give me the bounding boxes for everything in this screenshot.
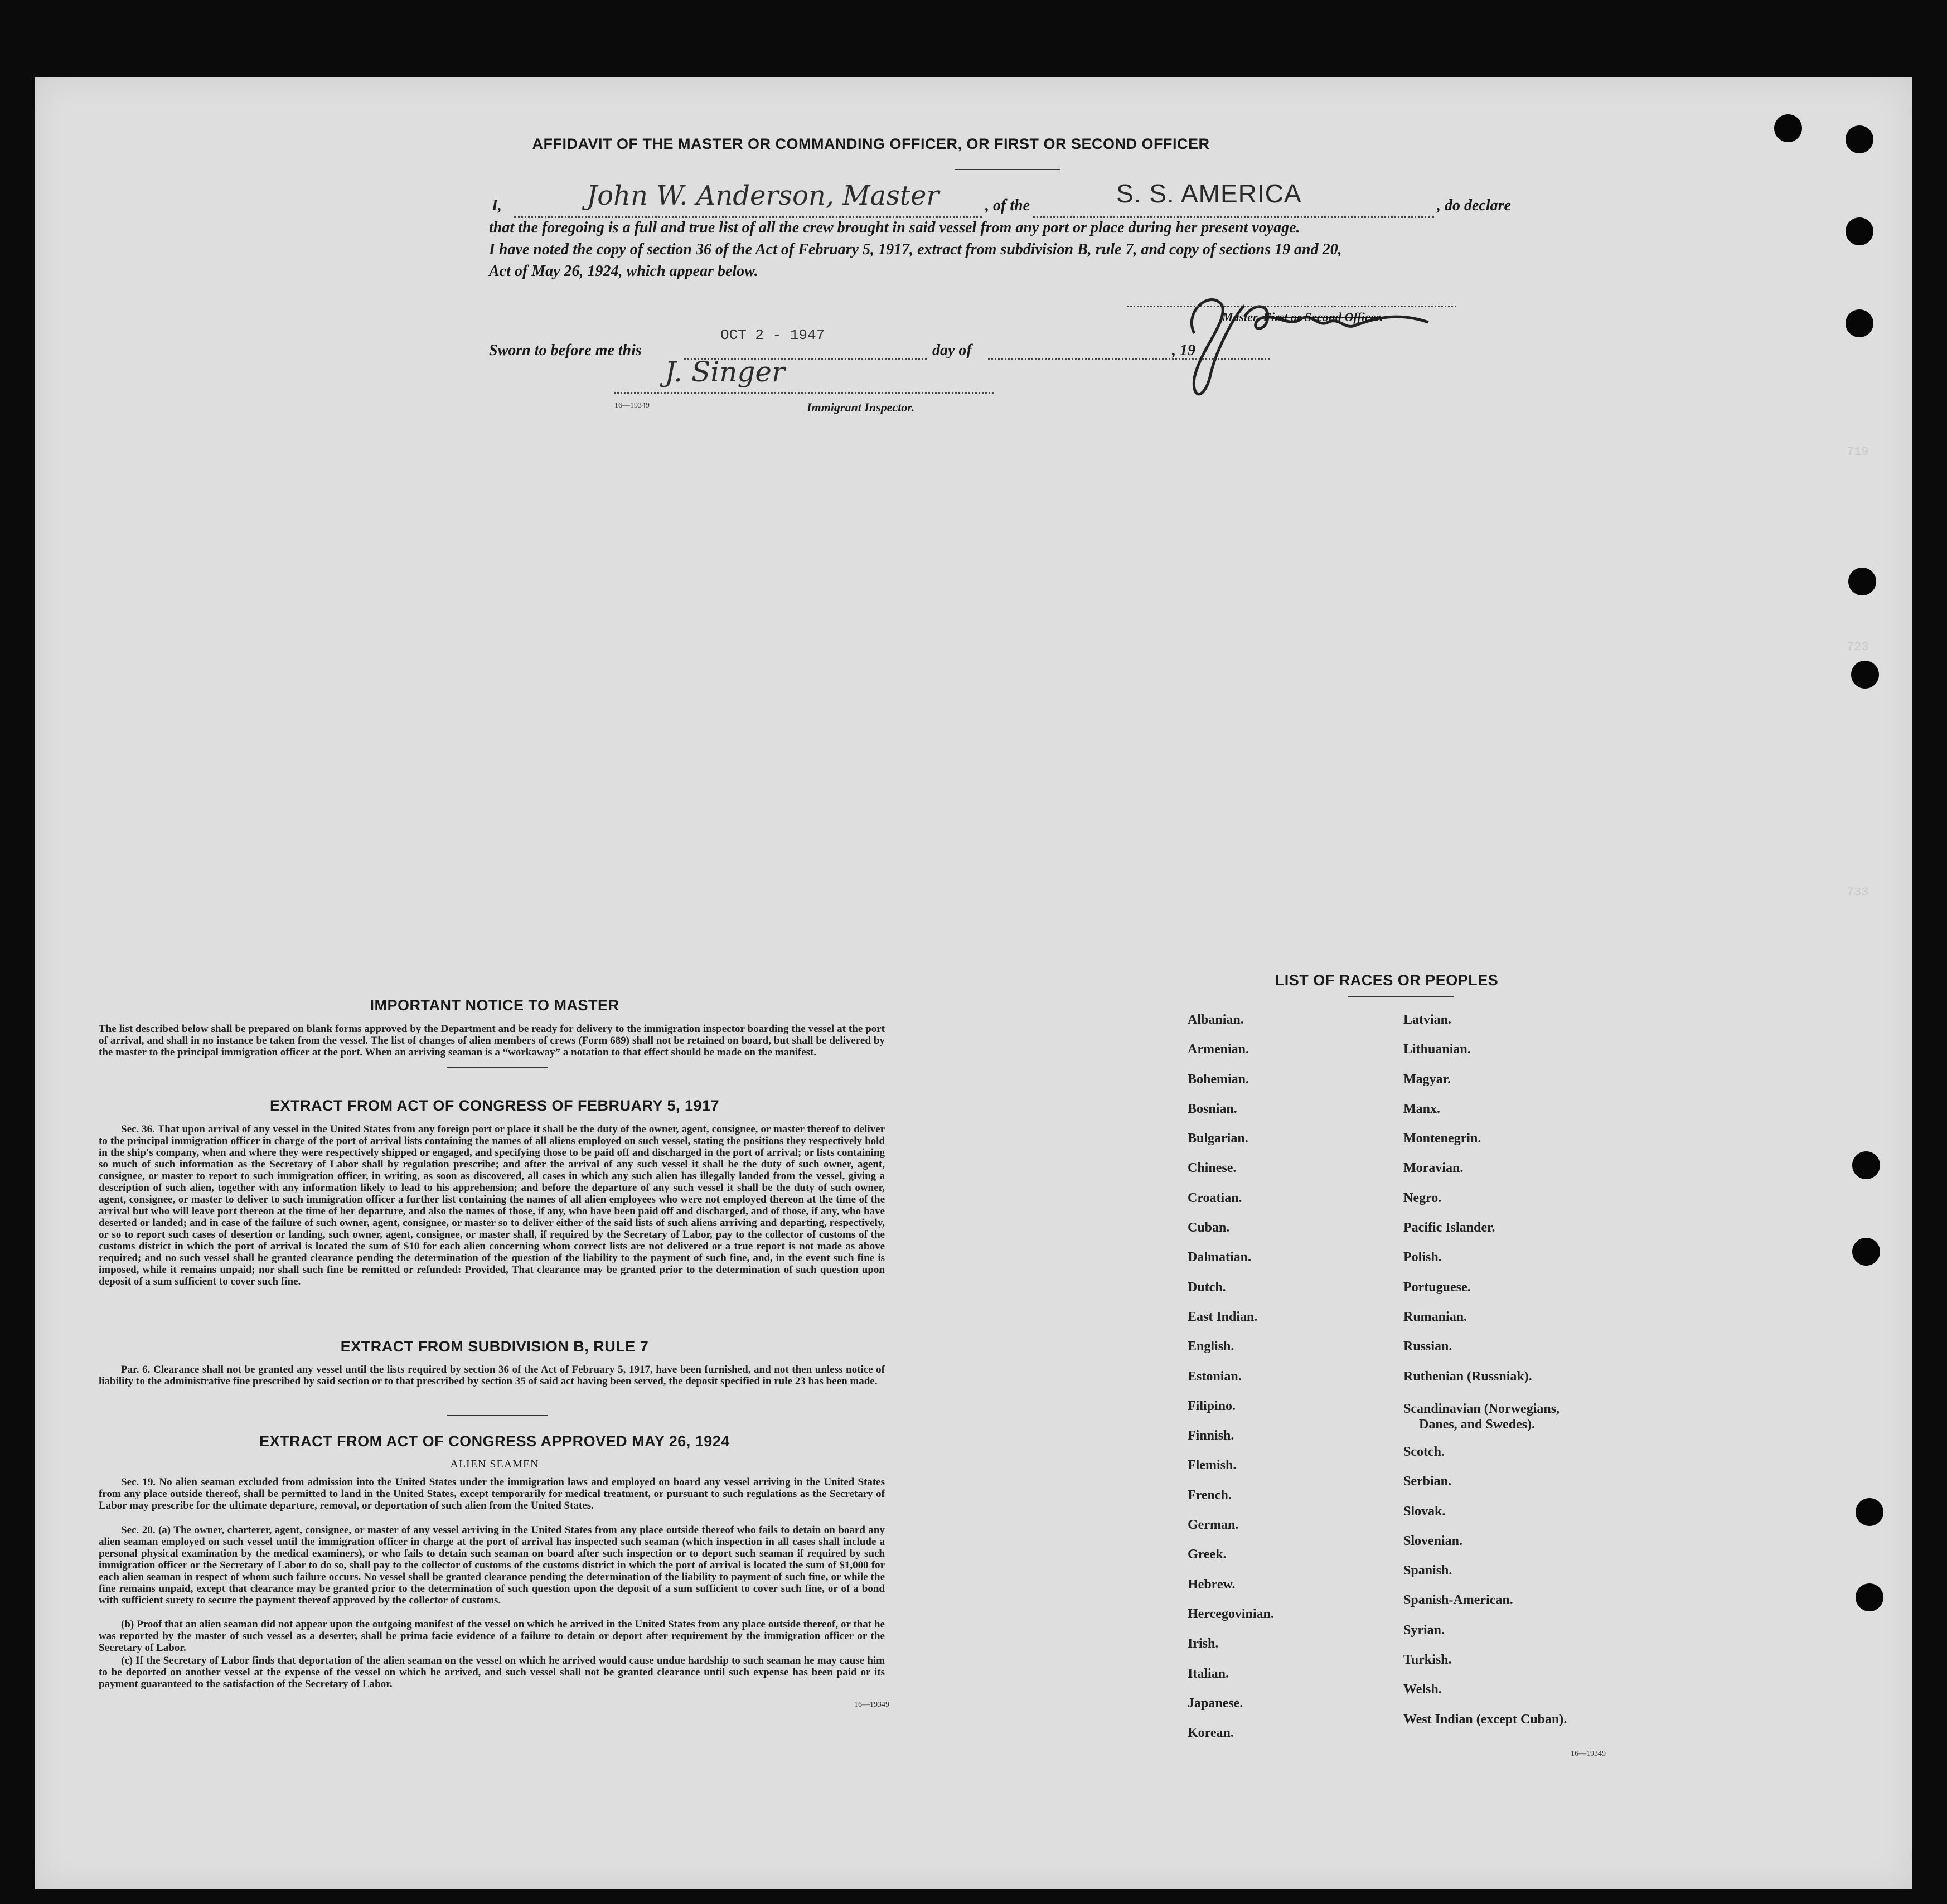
race-item: Negro. bbox=[1403, 1190, 1442, 1205]
section-divider bbox=[447, 1415, 548, 1416]
sec-19-text: Sec. 19. No alien seaman excluded from admission into the United States under the immigration laws and employed on board any vessel arriving in the United States from any place outside thereof, shall be permitted to land in the United States, except temporarily for medical treatment, or pursuant to such regulations as the Secretary of Labor may prescribe for the ultimate departure, removal, or deportation of such alien from the United States. bbox=[99, 1476, 885, 1511]
race-item: Lithuanian. bbox=[1403, 1042, 1471, 1057]
race-item: Dalmatian. bbox=[1188, 1250, 1251, 1265]
races-column-2b bbox=[1403, 1437, 1567, 1735]
extract-1917-text: Sec. 36. That upon arrival of any vessel in the United States from any foreign port or place it shall be the duty of the owner, agent, consignee, or master thereof to deliver to the principal immigration officer in charge of the port of arrival lists containing the names of all aliens employed on such vessel, stating the positions they respectively hold in the ship's company, when and where they were respectively shipped or engaged, and specifying those to be paid off and discharged in the port of arrival; or lists containing so much of such information as the Secretary of Labor shall by regulation prescribe; and after the arrival of any such vessel it shall be the duty of such owner, agent, consignee, or master to report to such immigration officer, in writing, as soon as discovered, all cases in which any such alien has illegally landed from the vessel, giving a description of such alien, together with any information likely to lead to his apprehension; and before the departure of any such vessel it shall be the duty of such owner, agent, consignee, or master to deliver to such immigration officer a further list containing the names of all alien employees who were not employed thereon at the time of the arrival but who will leave port thereon at the time of her departure, and also the names of those, if any, who have been paid off and discharged, and of those, if any, who have deserted or landed; and in case of the failure of such owner, agent, consignee, or master so to deliver either of the said lists of such aliens arriving and departing, respectively, or so to report such cases of desertion or landing, such owner, agent, consignee, or master shall, if required by the Secretary of Labor, pay to the collector of customs of the customs district in which the port of arrival is located the sum of $10 for each alien concerning whom correct lists are not delivered or a true report is not made as above required; and no such vessel shall be granted clearance pending the determination of the question of the liability to the payment of such fine, and, in the event such fine is imposed, while it remains unpaid; nor shall such fine be remitted or refunded: Provided, That clearance may be granted prior to the determination of such question upon deposit of a sum sufficient to cover such fine. bbox=[99, 1123, 885, 1287]
bleed-through-text: 723 bbox=[1847, 640, 1869, 654]
races-column-2a bbox=[1403, 1005, 1532, 1392]
race-item: Serbian. bbox=[1403, 1474, 1452, 1489]
subdivision-b-title: EXTRACT FROM SUBDIVISION B, RULE 7 bbox=[340, 1338, 649, 1355]
of-the-label: , of the bbox=[985, 197, 1030, 214]
binder-hole bbox=[1852, 1151, 1880, 1179]
binder-hole bbox=[1852, 1238, 1880, 1266]
race-item: Magyar. bbox=[1403, 1072, 1451, 1087]
bleed-through-text: 733 bbox=[1847, 885, 1869, 899]
vessel-name: S. S. AMERICA bbox=[1116, 179, 1302, 208]
bleed-through-text: 719 bbox=[1847, 445, 1869, 459]
section-divider bbox=[447, 1067, 548, 1068]
scandinavian-line-2: Danes, and Swedes). bbox=[1419, 1417, 1536, 1432]
race-item: German. bbox=[1188, 1518, 1239, 1533]
sworn-label: Sworn to before me this bbox=[489, 342, 642, 359]
form-number-races: 16—19349 bbox=[1571, 1750, 1606, 1758]
race-item: Portuguese. bbox=[1403, 1280, 1471, 1295]
scandinavian-line-1: Scandinavian (Norwegians, bbox=[1403, 1402, 1560, 1416]
races-divider bbox=[1348, 996, 1454, 997]
races-title: LIST OF RACES OR PEOPLES bbox=[1275, 972, 1499, 989]
extract-1924-title: EXTRACT FROM ACT OF CONGRESS APPROVED MAY 26, 1924 bbox=[259, 1433, 730, 1450]
master-caption bbox=[1222, 310, 1383, 324]
master-signature-line bbox=[1127, 306, 1456, 307]
races-scandinavian bbox=[1403, 1401, 1559, 1432]
do-declare-label: , do declare bbox=[1437, 197, 1511, 214]
race-item: Cuban. bbox=[1188, 1220, 1230, 1236]
extract-1917-title: EXTRACT FROM ACT OF CONGRESS OF FEBRUARY 5, 1917 bbox=[269, 1097, 720, 1114]
race-item: Japanese. bbox=[1188, 1695, 1243, 1711]
race-item: Montenegrin. bbox=[1403, 1131, 1481, 1146]
race-item: Polish. bbox=[1403, 1250, 1442, 1265]
notice-text: The list described below shall be prepared on blank forms approved by the Department and be ready for delivery to the immigration inspector boarding the vessel at the port of arrival, and shall in no instance be taken from the vessel. The list of changes of alien members of crews (Form 689) shall not be retained on board, but shall be delivered by the master to the principal immigration officer at the port. When an arriving seaman is a “workaway” a notation to that effect should be made on the manifest. bbox=[99, 1023, 885, 1058]
race-item: Flemish. bbox=[1188, 1458, 1237, 1473]
inspector-signature: J. Singer bbox=[665, 356, 785, 388]
binder-hole bbox=[1846, 217, 1873, 245]
binder-hole bbox=[1774, 114, 1802, 142]
document-page bbox=[35, 77, 1912, 1889]
subdivision-b-text: Par. 6. Clearance shall not be granted any vessel until the lists required by section 36 of the Act of February 5, 1917, have been furnished, and not then unless notice of liability to the administrative fine prescribed by said section or to that prescribed by section 35 of said act having been served, the deposit specified in rule 23 has been made. bbox=[99, 1364, 885, 1387]
binder-hole bbox=[1851, 661, 1879, 689]
notice-title: IMPORTANT NOTICE TO MASTER bbox=[370, 997, 619, 1014]
race-item: Syrian. bbox=[1403, 1622, 1445, 1637]
sworn-date-stamp: OCT 2 - 1947 bbox=[720, 327, 825, 343]
race-item: Finnish. bbox=[1188, 1428, 1234, 1443]
race-item: Rumanian. bbox=[1403, 1309, 1467, 1324]
race-item: Spanish-American. bbox=[1403, 1593, 1513, 1608]
affidavit-line-2: that the foregoing is a full and true list of all the crew brought in said vessel from any port or place during her present voyage. bbox=[489, 219, 1300, 236]
sworn-year-line bbox=[1214, 358, 1270, 360]
race-item: Ruthenian (Russniak). bbox=[1403, 1369, 1532, 1384]
race-item: Armenian. bbox=[1188, 1042, 1249, 1057]
race-item: Hercegovinian. bbox=[1188, 1606, 1274, 1621]
race-item: West Indian (except Cuban). bbox=[1403, 1712, 1567, 1727]
affidavit-line-3: I have noted the copy of section 36 of the Act of February 5, 1917, extract from subdivision B, rule 7, and copy of sections 19 and 20, bbox=[489, 241, 1342, 258]
binder-hole bbox=[1846, 309, 1873, 337]
race-item: Dutch. bbox=[1188, 1280, 1226, 1295]
race-item: Welsh. bbox=[1403, 1682, 1442, 1697]
race-item: Hebrew. bbox=[1188, 1577, 1236, 1592]
race-item: Korean. bbox=[1188, 1726, 1234, 1741]
race-item: Manx. bbox=[1403, 1101, 1440, 1116]
struck-caption-text: First or Second Officer. bbox=[1263, 310, 1383, 324]
master-name-handwriting: John W. Anderson, Master bbox=[587, 180, 939, 211]
binder-hole bbox=[1856, 1498, 1883, 1526]
day-of-label: day of bbox=[932, 342, 972, 359]
race-item: Bulgarian. bbox=[1188, 1131, 1248, 1146]
sec-20c-text: (c) If the Secretary of Labor finds that deportation of the alien seaman on the vessel on which he arrived would cause undue hardship to such seaman he may cause him to be deported on another vessel at the expense of the vessel on which he arrived, and such vessel shall not be granted clearance until such expense has been paid or its payment guaranteed to the satisfaction of the Secretary of Labor. bbox=[99, 1655, 885, 1690]
affidavit-i: I, bbox=[492, 197, 502, 214]
binder-hole bbox=[1846, 125, 1873, 153]
race-item: Filipino. bbox=[1188, 1398, 1236, 1413]
race-item: Estonian. bbox=[1188, 1369, 1242, 1384]
master-signature-scribble bbox=[1161, 267, 1451, 411]
race-item: Albanian. bbox=[1188, 1012, 1244, 1027]
race-item: Slovak. bbox=[1403, 1504, 1446, 1519]
race-item: Spanish. bbox=[1403, 1563, 1452, 1578]
race-item: Moravian. bbox=[1403, 1161, 1464, 1176]
race-item: Greek. bbox=[1188, 1547, 1227, 1562]
binder-hole bbox=[1856, 1583, 1883, 1611]
race-item: Chinese. bbox=[1188, 1161, 1237, 1176]
binder-hole bbox=[1848, 568, 1876, 595]
affidavit-title: AFFIDAVIT OF THE MASTER OR COMMANDING OFFICER, OR FIRST OR SECOND OFFICER bbox=[532, 135, 1210, 152]
affidavit-line-4: Act of May 26, 1924, which appear below. bbox=[489, 263, 758, 280]
master-caption-text: Master, bbox=[1222, 310, 1260, 324]
form-number-1924: 16—19349 bbox=[854, 1700, 889, 1709]
race-item: Scotch. bbox=[1403, 1445, 1445, 1459]
form-number: 16—19349 bbox=[614, 401, 650, 410]
master-name-line bbox=[514, 216, 982, 218]
races-column-1 bbox=[1188, 1005, 1274, 1748]
race-item: Latvian. bbox=[1403, 1012, 1452, 1027]
race-item: Bosnian. bbox=[1188, 1101, 1237, 1116]
vessel-name-line bbox=[1033, 216, 1434, 218]
race-item: Croatian. bbox=[1188, 1190, 1242, 1205]
race-item: East Indian. bbox=[1188, 1309, 1258, 1324]
sec-20b-text: (b) Proof that an alien seaman did not appear upon the outgoing manifest of the vessel on which he arrived in the United States from any place outside thereof, or that he was reported by the master of such vessel as a deserter, shall be prima facie evidence of a failure to detain or deport after requirement by the immigration officer or the Secretary of Labor. bbox=[99, 1619, 885, 1654]
inspector-caption: Immigrant Inspector. bbox=[807, 400, 915, 414]
alien-seamen-subtitle: ALIEN SEAMEN bbox=[450, 1458, 539, 1470]
race-item: Russian. bbox=[1403, 1339, 1452, 1354]
race-item: Turkish. bbox=[1403, 1653, 1452, 1668]
race-item: Slovenian. bbox=[1403, 1533, 1463, 1548]
race-item: Italian. bbox=[1188, 1666, 1229, 1681]
sec-20a-text: Sec. 20. (a) The owner, charterer, agent, consignee, or master of any vessel arriving in the United States from any place outside thereof who fails to detain on board any alien seaman employed on such vessel until the immigration officer in charge at the port of arrival has inspected such seaman (which inspection in all cases shall include a personal physical examination by the medical examiners), or who fails to detain such seaman on board after such inspection or to deport such seaman if required by such immigration officer or the Secretary of Labor to do so, shall pay to the collector of customs of the customs district in which the port of arrival is located the sum of $1,000 for each alien seaman in respect of whom such failure occurs. No vessel shall be granted clearance pending the determination of the liability to payment of such fine, or while the fine remains unpaid, except that clearance may be granted prior to the determination of such question upon the deposit of a sum sufficient to cover such fine, or of a bond with sufficient surety to secure the payment thereof approved by the collector of customs. bbox=[99, 1524, 885, 1606]
race-item: Irish. bbox=[1188, 1636, 1219, 1651]
race-item: French. bbox=[1188, 1488, 1232, 1503]
inspector-signature-line bbox=[614, 392, 994, 394]
year-prefix-label: , 19 bbox=[1172, 342, 1195, 359]
race-item: Bohemian. bbox=[1188, 1072, 1249, 1087]
title-divider bbox=[955, 169, 1060, 170]
race-item: Pacific Islander. bbox=[1403, 1220, 1495, 1236]
race-item: English. bbox=[1188, 1339, 1234, 1354]
